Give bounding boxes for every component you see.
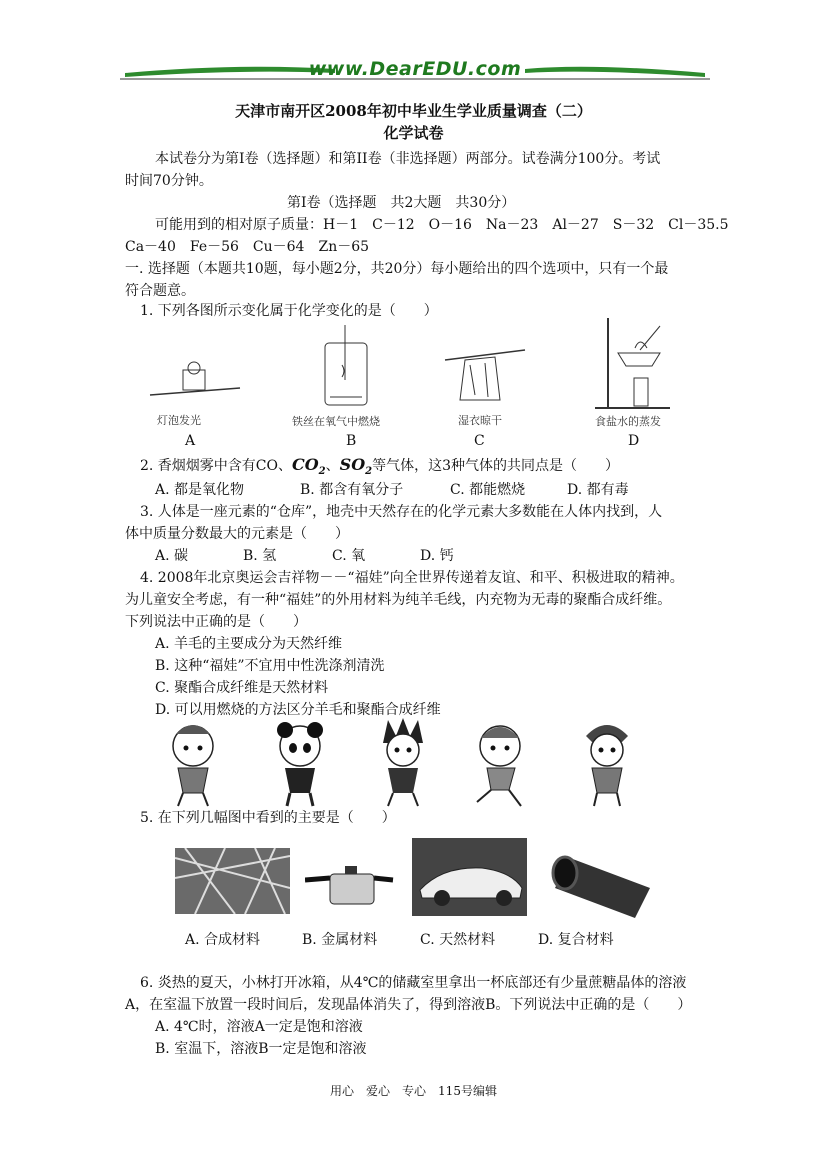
q4-option-c: C. 聚酯合成纤维是天然材料 [155,680,329,696]
part1-line-2: 符合题意。 [125,283,195,299]
jar-icon [290,325,390,410]
figure-letter: A [185,433,196,449]
q5-option-c: C. 天然材料 [420,932,496,948]
q4-option-d: D. 可以用燃烧的方法区分羊毛和聚酯合成纤维 [155,702,441,718]
so2-formula: $SO_2$ [339,455,373,478]
fuwa-mascot-icon [368,718,438,808]
mascot-jingjing [265,718,335,808]
exam-subtitle: 化学试卷 [383,124,444,142]
question-6-line-2: A，在室温下放置一段时间后，发现晶体消失了，得到溶液B。下列说法中正确的是（ ） [125,997,692,1013]
question-2-text: 2. 香烟烟雾中含有CO、 [140,458,292,474]
intro-line-1: 本试卷分为第I卷（选择题）和第II卷（非选择题）两部分。试卷满分100分。考试 [155,151,661,167]
figure-caption: 食盐水的蒸发 [595,415,661,428]
page-footer: 用心 爱心 专心 115号编辑 [330,1084,497,1098]
q2-option-d: D. 都有毒 [567,482,629,498]
pipe-image-icon [550,838,655,918]
q3-option-c: C. 氧 [332,548,366,564]
q5-option-d: D. 复合材料 [538,932,614,948]
atomic-mass-line-1: 可能用到的相对原子质量：H－1 C－12 O－16 Na－23 Al－27 S－32 Cl－35.5 [155,217,729,233]
q3-option-d: D. 钙 [420,548,454,564]
figure-bulb [145,350,245,430]
photo-birds-nest [175,848,290,914]
clothes-icon [440,345,530,410]
q6-option-b: B. 室温下，溶液B一定是饱和溶液 [155,1041,367,1057]
photo-pipe [550,838,655,918]
exam-title: 天津市南开区2008年初中毕业生学业质量调查（二） [235,102,592,120]
question-6-line-1: 6. 炎热的夏天，小林打开冰箱，从4℃的储藏室里拿出一杯底部还有少量蔗糖晶体的溶液 [140,975,687,991]
question-5: 5. 在下列几幅图中看到的主要是（ ） [140,810,396,826]
pot-icon [305,860,395,910]
car-image-icon [412,838,527,916]
q2-option-b: B. 都含有氧分子 [300,482,404,498]
mascot-nini [572,718,642,808]
site-brand[interactable]: www.DearEDU.com [308,58,522,80]
photo-pressure-cooker [305,860,395,910]
q5-option-a: A. 合成材料 [185,932,261,948]
burner-stand-icon [590,318,680,412]
fuwa-mascot-icon [465,718,535,808]
figure-letter: D [628,433,640,449]
fuwa-mascot-icon [265,718,335,808]
atomic-mass-line-2: Ca－40 Fe－56 Cu－64 Zn－65 [125,239,370,255]
question-4-line-3: 下列说法中正确的是（ ） [125,614,307,630]
question-1: 1. 下列各图所示变化属于化学变化的是（ ） [140,303,438,319]
co2-formula: $CO_2$ [292,455,326,478]
fuwa-mascot-icon [572,718,642,808]
q6-option-a: A. 4℃时，溶液A一定是饱和溶液 [155,1019,363,1035]
figure-iron-burning [290,325,390,430]
photo-car [412,838,527,916]
figure-caption: 湿衣晾干 [458,414,502,427]
question-3-line-2: 体中质量分数最大的元素是（ ） [125,526,349,542]
question-4-line-2: 为儿童安全考虑，有一种“福娃”的外用材料为纯羊毛线，内充物为无毒的聚酯合成纤维。 [125,592,672,608]
intro-line-2: 时间70分钟。 [125,173,213,189]
question-2 [140,455,619,477]
mascot-huanhuan [368,718,438,808]
mascot-yingying [465,718,535,808]
question-4-line-1: 4. 2008年北京奥运会吉祥物－－“福娃”向全世界传递着友谊、和平、积极进取的精神。 [140,570,684,586]
figure-wet-clothes [440,345,530,430]
q4-option-b: B. 这种“福娃”不宜用中性洗涤剂清洗 [155,658,385,674]
q2-option-c: C. 都能燃烧 [450,482,526,498]
q4-option-a: A. 羊毛的主要成分为天然纤维 [155,636,343,652]
figure-caption: 灯泡发光 [157,414,201,427]
part1-line-1: 一. 选择题（本题共10题，每小题2分，共20分）每小题给出的四个选项中，只有一个最 [125,261,669,277]
mascot-beibei [158,718,228,808]
stadium-image-icon [175,848,290,914]
figure-letter: B [346,433,357,449]
question-3-line-1: 3. 人体是一座元素的“仓库”，地壳中天然存在的化学元素大多数能在人体内找到，人 [140,504,663,520]
question-2-text-end: 等气体，这3种气体的共同点是（ ） [372,458,620,474]
question-2-separator: 、 [325,458,340,474]
light-bulb-icon [145,350,245,410]
q3-option-b: B. 氢 [243,548,277,564]
section-heading: 第I卷（选择题 共2大题 共30分） [287,195,516,211]
site-header [120,55,710,85]
figure-evaporation [590,318,680,430]
figure-letter: C [474,433,485,449]
q3-option-a: A. 碳 [155,548,189,564]
fuwa-mascot-icon [158,718,228,808]
figure-caption: 铁丝在氧气中燃烧 [292,415,380,428]
q5-option-b: B. 金属材料 [302,932,378,948]
q2-option-a: A. 都是氧化物 [155,482,245,498]
